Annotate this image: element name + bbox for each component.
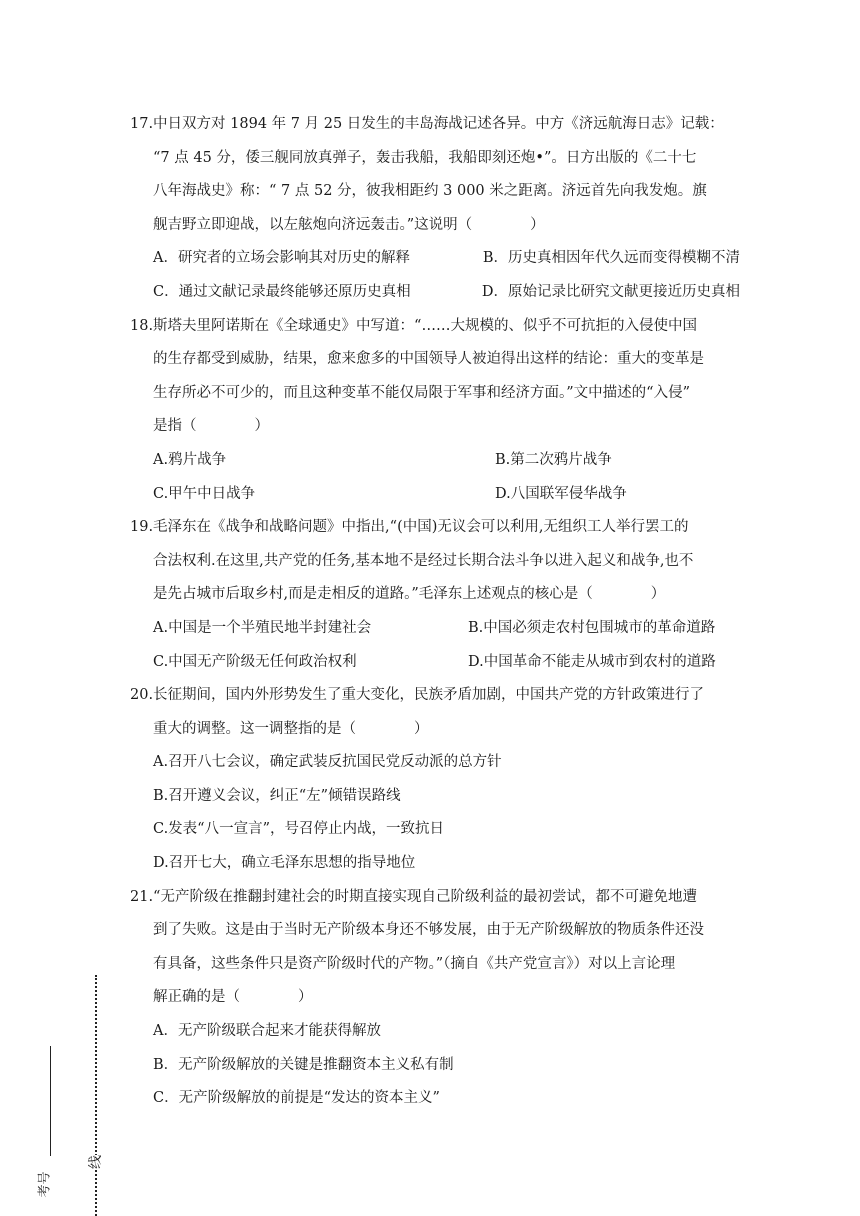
options-row bbox=[130, 478, 740, 512]
option-b: B．历史真相因年代久远而变得模糊不清 bbox=[482, 250, 740, 267]
question-stem-line: 18.斯塔夫里阿诺斯在《全球通史》中写道：“……大规模的、似乎不可抗拒的入侵使中国 bbox=[130, 317, 697, 334]
question-21 bbox=[130, 881, 740, 1116]
question-stem-line: 八年海战史》称：“ 7 点 52 分，彼我相距约 3 000 米之距离。济远首先向我发炮。旗 bbox=[153, 183, 707, 200]
option-a: A.鸦片战争 bbox=[153, 451, 227, 468]
question-stem-line: 解正确的是（ ） bbox=[153, 989, 313, 1006]
option-c: C．无产阶级解放的前提是“发达的资本主义” bbox=[153, 1090, 440, 1107]
question-stem-line: 是先占城市后取乡村,而是走相反的道路。”毛泽东上述观点的核心是（ ） bbox=[153, 586, 666, 603]
option-b: B．无产阶级解放的关键是推翻资本主义私有制 bbox=[153, 1056, 454, 1073]
option-b: B.第二次鸦片战争 bbox=[495, 451, 612, 468]
question-stem-line: 到了失败。这是由于当时无产阶级本身还不够发展，由于无产阶级解放的物质条件还没 bbox=[153, 922, 704, 939]
question-17 bbox=[130, 108, 740, 310]
exam-number-underline bbox=[50, 1046, 51, 1156]
question-stem-line: 舰吉野立即迎战，以左舷炮向济远轰击。”这说明（ ） bbox=[153, 216, 545, 233]
question-stem-line: 17.中日双方对 1894 年 7 月 25 日发生的丰岛海战记述各异。中方《济远航海日志》记载： bbox=[130, 116, 724, 132]
option-d: D．原始记录比研究文献更接近历史真相 bbox=[481, 283, 740, 300]
option-c: C．通过文献记录最终能够还原历史真相 bbox=[153, 283, 411, 300]
question-stem-line: 19.毛泽东在《战争和战略问题》中指出,“(中国)无议会可以利用,无组织工人举行罢工的 bbox=[130, 519, 689, 536]
options-row bbox=[130, 444, 740, 478]
option-a: A.召开八七会议，确定武装反抗国民党反动派的总方针 bbox=[153, 754, 502, 771]
question-18 bbox=[130, 310, 740, 512]
question-20 bbox=[130, 679, 740, 881]
question-stem-line: 是指（ ） bbox=[153, 418, 269, 435]
options-row bbox=[130, 276, 740, 310]
option-c: C.甲午中日战争 bbox=[153, 485, 256, 502]
question-stem-line: 的生存都受到威胁，结果，愈来愈多的中国领导人被迫得出这样的结论：重大的变革是 bbox=[153, 351, 704, 368]
option-b: B.中国必须走农村包围城市的革命道路 bbox=[468, 619, 716, 636]
option-a: A．研究者的立场会影响其对历史的解释 bbox=[153, 250, 410, 267]
question-stem-line: 有具备，这些条件只是资产阶级时代的产物。”（摘自《共产党宣言》）对以上言论理 bbox=[153, 955, 676, 972]
option-c: C.发表“八一宣言”，号召停止内战，一致抗日 bbox=[153, 821, 445, 838]
binding-line-char: 线 bbox=[83, 1155, 107, 1169]
option-d: D.八国联军侵华战争 bbox=[495, 485, 627, 502]
question-stem-line: 合法权利.在这里,共产党的任务,基本地不是经过长期合法斗争以进入起义和战争,也不 bbox=[153, 552, 694, 569]
question-stem-line: “7 点 45 分，倭三舰同放真弹子，轰击我船，我船即刻还炮•”。日方出版的《二十七 bbox=[153, 149, 697, 166]
question-stem-line: 20.长征期间，国内外形势发生了重大变化，民族矛盾加剧，中国共产党的方针政策进行了 bbox=[130, 687, 705, 704]
options-row bbox=[130, 242, 740, 276]
options-row bbox=[130, 612, 740, 646]
question-stem-line: 生存所必不可少的，而且这种变革不能仅局限于军事和经济方面。”文中描述的“入侵” bbox=[153, 384, 690, 401]
option-c: C.中国无产阶级无任何政治权利 bbox=[153, 653, 357, 670]
question-list bbox=[130, 108, 740, 1116]
question-stem-line: 21.“无产阶级在推翻封建社会的时期直接实现自己阶级利益的最初尝试，都不可避免地遭 bbox=[130, 888, 697, 905]
option-a: A.中国是一个半殖民地半封建社会 bbox=[153, 619, 372, 636]
option-d: D.中国革命不能走从城市到农村的道路 bbox=[468, 653, 716, 670]
option-b: B.召开遵义会议，纠正“左”倾错误路线 bbox=[153, 787, 401, 804]
binding-dotted-line bbox=[95, 975, 97, 1216]
options-row bbox=[130, 646, 740, 680]
question-19 bbox=[130, 511, 740, 679]
option-d: D.召开七大，确立毛泽东思想的指导地位 bbox=[153, 855, 416, 872]
question-stem-line: 重大的调整。这一调整指的是（ ） bbox=[153, 720, 429, 737]
exam-number-label: 考号 bbox=[37, 1171, 53, 1198]
option-a: A．无产阶级联合起来才能获得解放 bbox=[153, 1023, 381, 1040]
